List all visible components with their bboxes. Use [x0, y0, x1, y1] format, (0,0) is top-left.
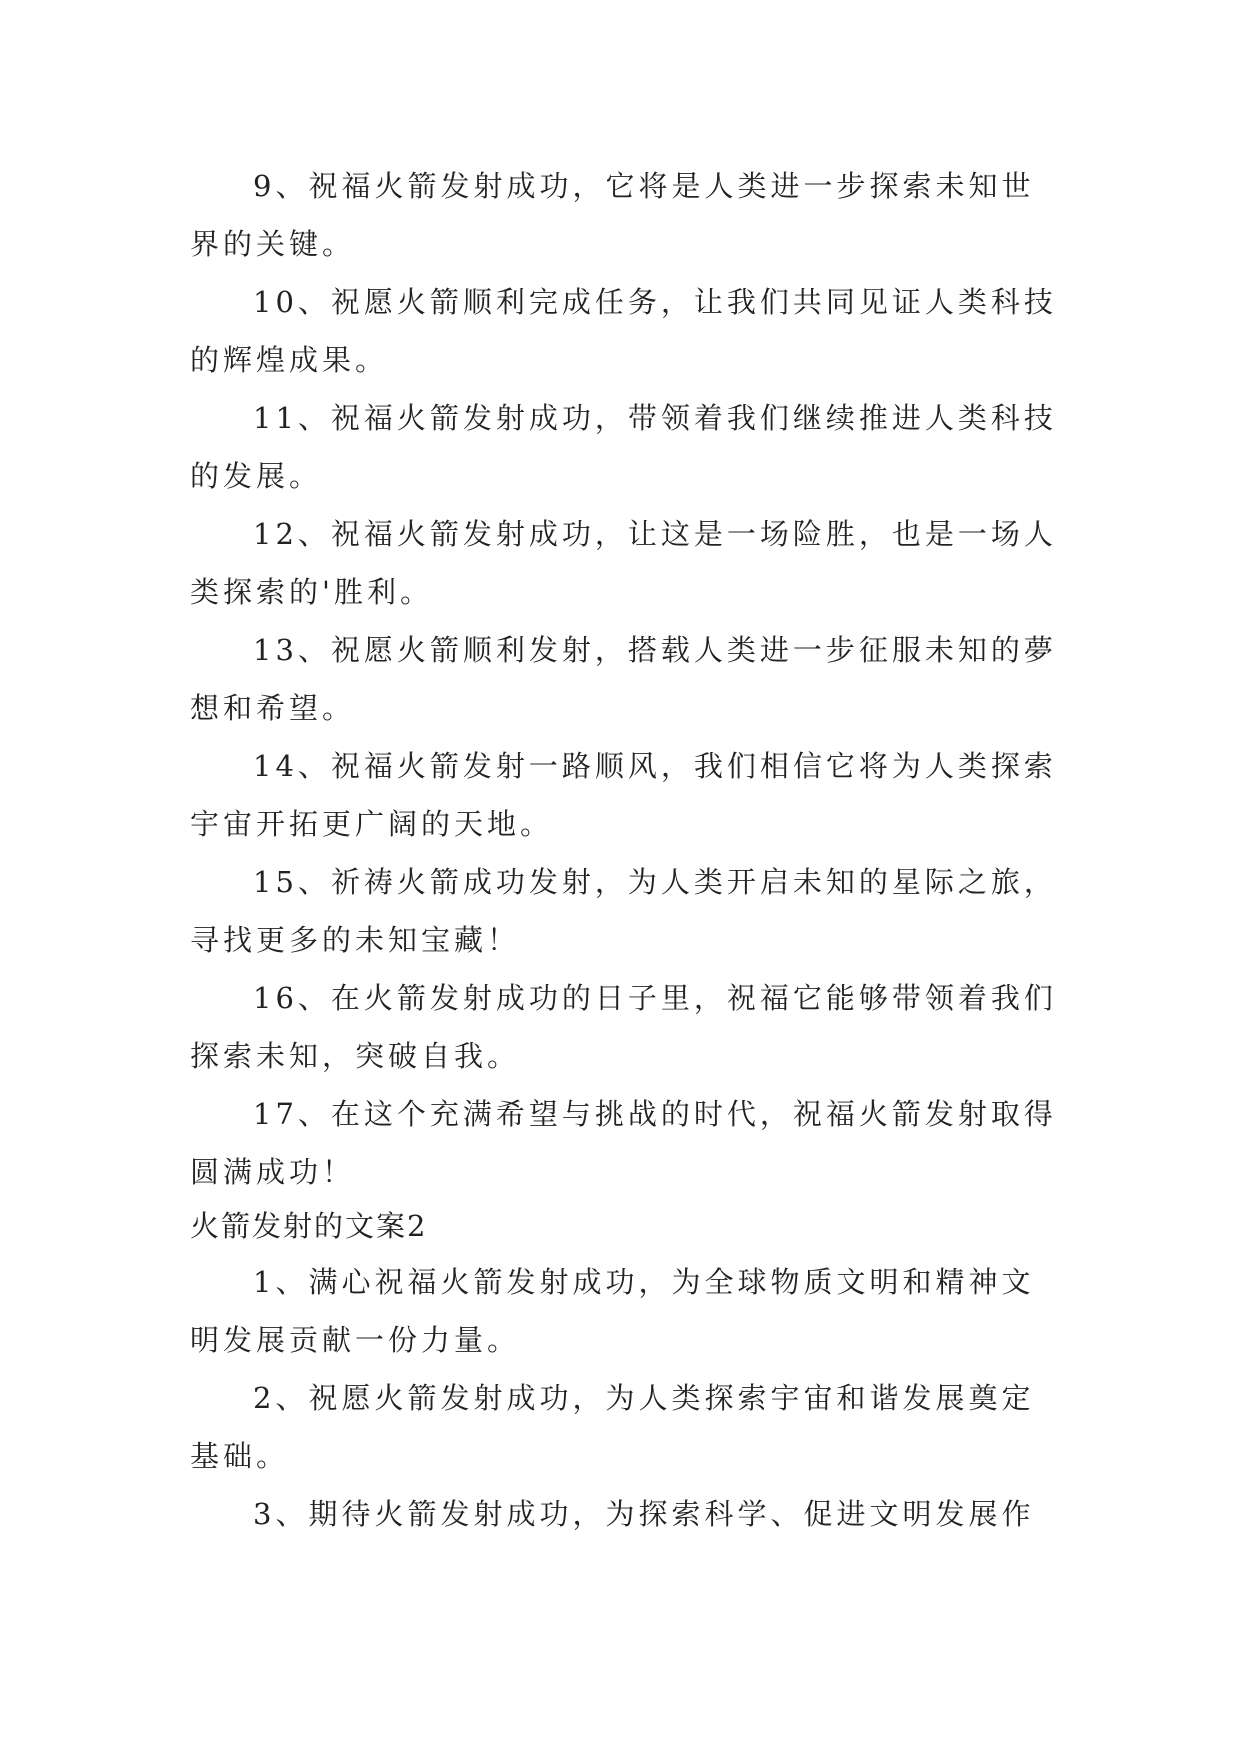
paragraph-line: 的辉煌成果。 — [190, 343, 389, 377]
paragraph-line: 宇宙开拓更广阔的天地。 — [190, 807, 554, 841]
paragraph-line: 类探索的'胜利。 — [190, 575, 433, 609]
paragraph-line: 基础。 — [190, 1439, 290, 1473]
paragraph-line: 探索未知，突破自我。 — [190, 1039, 521, 1073]
paragraph-line: 15、祈祷火箭成功发射，为人类开启未知的星际之旅， — [253, 865, 1057, 899]
paragraph-line: 13、祝愿火箭顺利发射，搭载人类进一步征服未知的夢 — [253, 633, 1057, 667]
paragraph-line: 界的关键。 — [190, 227, 356, 261]
paragraph-line: 2、祝愿火箭发射成功，为人类探索宇宙和谐发展奠定 — [253, 1381, 1035, 1415]
paragraph-line: 3、期待火箭发射成功，为探索科学、促进文明发展作 — [253, 1497, 1035, 1531]
paragraph-line: 10、祝愿火箭顺利完成任务，让我们共同见证人类科技 — [253, 285, 1057, 319]
section-heading: 火箭发射的文案2 — [190, 1209, 428, 1243]
paragraph-line: 17、在这个充满希望与挑战的时代，祝福火箭发射取得 — [253, 1097, 1057, 1131]
paragraph-line: 圆满成功！ — [190, 1155, 356, 1189]
paragraph-line: 14、祝福火箭发射一路顺风，我们相信它将为人类探索 — [253, 749, 1057, 783]
paragraph-line: 16、在火箭发射成功的日子里，祝福它能够带领着我们 — [253, 981, 1057, 1015]
paragraph-line: 寻找更多的未知宝藏！ — [190, 923, 521, 957]
paragraph-line: 11、祝福火箭发射成功，带领着我们继续推进人类科技 — [253, 401, 1057, 435]
paragraph-line: 明发展贡献一份力量。 — [190, 1323, 521, 1357]
paragraph-line: 9、祝福火箭发射成功，它将是人类进一步探索未知世 — [253, 169, 1035, 203]
paragraph-line: 的发展。 — [190, 459, 323, 493]
paragraph-line: 想和希望。 — [190, 691, 356, 725]
paragraph-line: 12、祝福火箭发射成功，让这是一场险胜，也是一场人 — [253, 517, 1057, 551]
paragraph-line: 1、满心祝福火箭发射成功，为全球物质文明和精神文 — [253, 1265, 1035, 1299]
